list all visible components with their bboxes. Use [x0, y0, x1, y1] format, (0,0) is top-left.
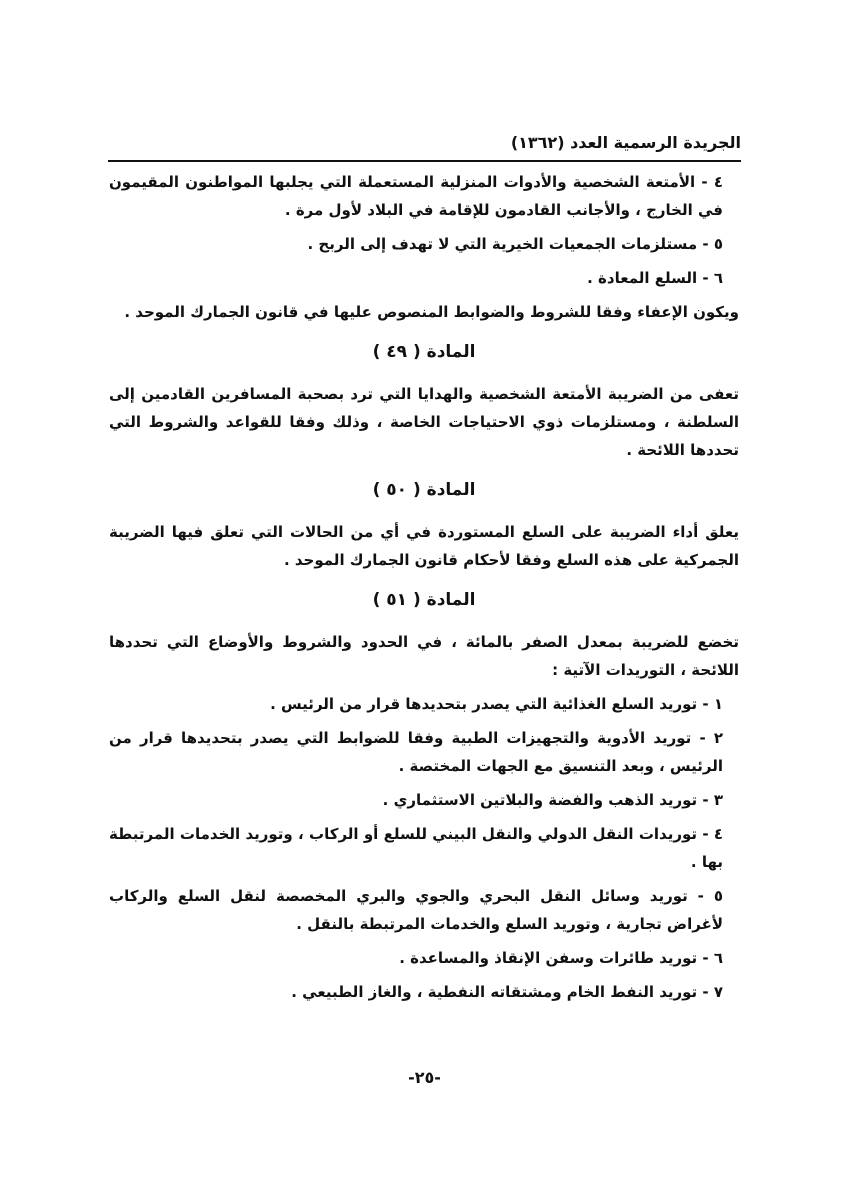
- article-49-heading: المادة ( ٤٩ ): [372, 342, 476, 362]
- page-content: [109, 168, 739, 1012]
- exemption-note: ويكون الإعفاء وفقا للشروط والضوابط المنصوص عليها في قانون الجمارك الموحد .: [124, 303, 739, 321]
- list-item: ٢ - توريد الأدوية والتجهيزات الطبية وفقا للضوابط التي يصدر بتحديدها قرار من الرئيس ، وبعد التنسيق مع الجهات المختصة .: [109, 729, 723, 775]
- header-divider: [108, 160, 741, 162]
- list-item: ١ - توريد السلع الغذائية التي يصدر بتحديدها قرار من الرئيس .: [270, 695, 723, 713]
- article-50-body: يعلق أداء الضريبة على السلع المستوردة في أي من الحالات التي تعلق فيها الضريبة الجمركية على هذه السلع وفقا لأحكام قانون الجمارك الموحد .: [109, 523, 739, 569]
- list-item: ٦ - السلع المعادة .: [587, 269, 723, 287]
- list-item: ٧ - توريد النفط الخام ومشتقاته النفطية ، والغاز الطبيعي .: [291, 983, 723, 1001]
- list-item: ٤ - توريدات النقل الدولي والنقل البيني للسلع أو الركاب ، وتوريد الخدمات المرتبطة بها .: [109, 825, 723, 871]
- page-number: -٢٥-: [408, 1068, 441, 1087]
- article-50-heading: المادة ( ٥٠ ): [372, 480, 476, 500]
- gazette-header: الجريدة الرسمية العدد (١٣٦٢): [510, 133, 741, 152]
- article-49-body: تعفى من الضريبة الأمتعة الشخصية والهدايا التي ترد بصحبة المسافرين القادمين إلى السلطنة ، ومستلزمات ذوي الاحتياجات الخاصة ، وذلك وفقا للقواعد والشروط التي تحددها اللائحة .: [109, 385, 739, 459]
- article-51-intro: تخضع للضريبة بمعدل الصفر بالمائة ، في الحدود والشروط والأوضاع التي تحددها اللائحة ، التوريدات الآتية :: [109, 633, 739, 679]
- list-item: ٤ - الأمتعة الشخصية والأدوات المنزلية المستعملة التي يجلبها المواطنون المقيمون في الخارج ، والأجانب القادمون للإقامة في البلاد لأول مرة .: [109, 173, 723, 219]
- list-item: ٥ - توريد وسائل النقل البحري والجوي والبري المخصصة لنقل السلع والركاب لأغراض تجارية ، وتوريد السلع والخدمات المرتبطة بالنقل .: [109, 887, 723, 933]
- list-item: ٣ - توريد الذهب والفضة والبلاتين الاستثماري .: [382, 791, 723, 809]
- list-item: ٦ - توريد طائرات وسفن الإنقاذ والمساعدة .: [399, 949, 723, 967]
- list-item: ٥ - مستلزمات الجمعيات الخيرية التي لا تهدف إلى الربح .: [307, 235, 723, 253]
- article-51-heading: المادة ( ٥١ ): [372, 590, 476, 610]
